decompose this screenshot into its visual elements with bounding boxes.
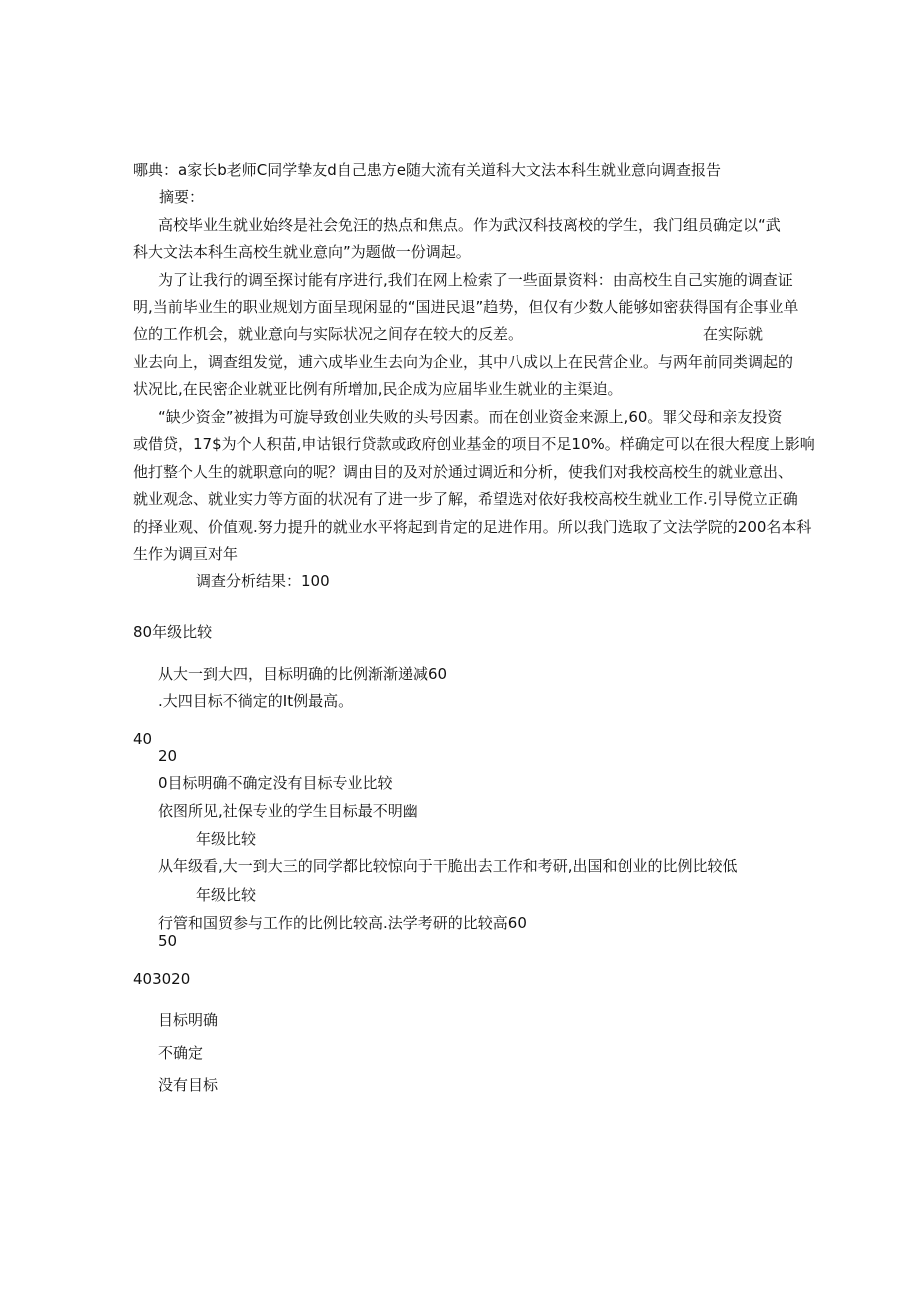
paragraph-line: 生作为调亘对年 [133,545,239,563]
chart-fragment: 年级比较 [196,830,257,848]
chart-fragment: 不确定 [158,1044,204,1062]
paragraph-line: “缺少资金”被揖为可旋导致创业失败的头号因素。而在创业资金来源上,60。罪父母和亲友投资 [158,408,783,426]
chart-fragment: 从大一到大四，目标明确的比例渐渐递减60 [158,665,448,683]
chart-fragment: 没有目标 [158,1076,219,1094]
chart-fragment: .大四目标不徜定的It例最高。 [158,692,354,710]
paragraph-line: 明,当前毕业生的职业规划方面呈现闲显的“国进民退”趋势，但仅有少数人能够如密获得国有企事业单 [133,298,799,316]
header-line: 哪典：a家长b老师C同学挚友d自己患方e随大流有关道科大文法本科生就业意向调查报告 [133,161,721,179]
paragraph-line: 在实际就 [703,325,764,343]
chart-fragment: 40 [133,730,153,748]
chart-fragment: 403020 [133,970,191,988]
paragraph-line: 为了让我行的调至探讨能有序进行,我们在网上检索了一些面景资料：由高校生自己实施的调查证 [158,271,793,289]
chart-fragment: 20 [158,747,178,765]
chart-fragment: 年级比较 [196,886,257,904]
chart-fragment: 从年级看,大一到大三的同学都比较惊向于干脆出去工作和考研,出国和创业的比例比较低 [158,857,738,875]
chart-fragment: 目标明确 [158,1011,219,1029]
chart-fragment: 行管和国贸参与工作的比例比较高.法学考研的比较高60 [158,914,527,932]
chart-fragment: 依图所见,社保专业的学生目标最不明幽 [158,802,418,820]
paragraph-line: 高校毕业生就业始终是社会免汪的热点和焦点。作为武汉科技离校的学生，我门组员确定以“武 [158,216,781,234]
abstract-label: 摘要： [159,188,205,206]
chart-fragment: 80年级比较 [133,623,213,641]
paragraph-line: 业去向上，调查组发觉，逋六成毕业生去向为企业，其中八成以上在民营企业。与两年前同类调起的 [133,353,794,371]
chart-fragment: 0目标明确不确定没有目标专业比较 [158,774,393,792]
paragraph-line: 科大文法本科生高校生就业意向”为题做一份调起。 [133,243,471,261]
chart-fragment: 50 [158,932,178,950]
paragraph-line: 就业观念、就业实力等方面的状况有了进一步了解，希望选对依好我校高校生就业工作.引导傥立正确 [133,490,798,508]
paragraph-line: 的择业观、价值观.努力提升的就业水平将起到肯定的足进作用。所以我门选取了文法学院的200名本科 [133,518,812,536]
paragraph-line: 位的工作机会，就业意向与实际状况之间存在较大的反差。 [133,325,524,343]
paragraph-line: 或借贷，17$为个人积苗,申诂银行贷款或政府创业基金的项目不足10%。样确定可以在很大程度上影响 [133,435,815,453]
paragraph-line: 状况比,在民密企业就亚比例有所增加,民企成为应届毕业生就业的主渠迫。 [133,380,623,398]
result-line: 调查分析结果：100 [196,572,330,590]
paragraph-line: 他打整个人生的就职意向的呢？调由目的及对於通过调近和分析，使我们对我校高校生的就业意出、 [133,463,794,481]
